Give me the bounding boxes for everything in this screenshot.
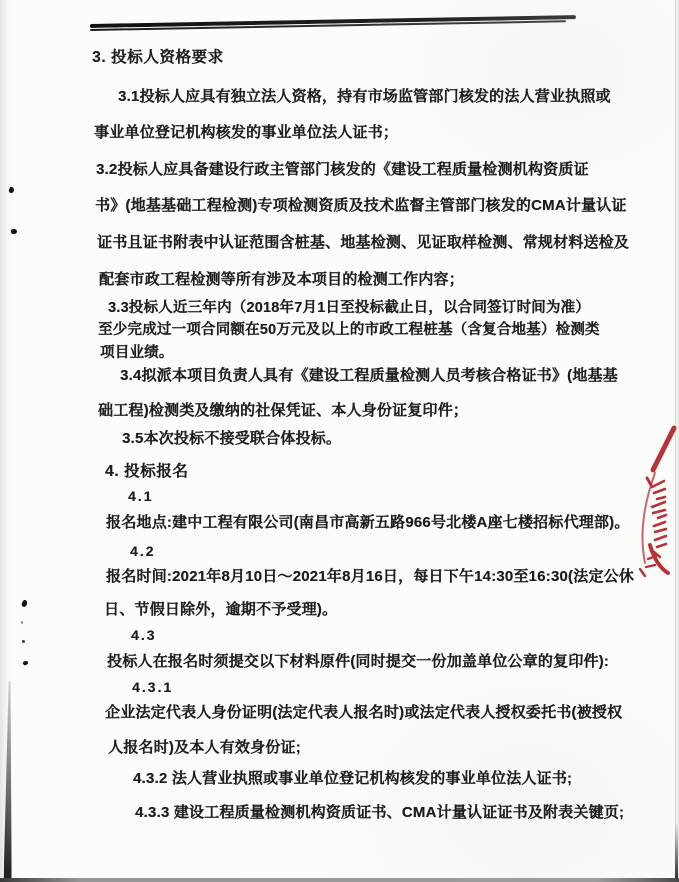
scan-speck	[8, 186, 15, 193]
doc-line: 4.3.2 法人营业执照或事业单位登记机构核发的事业单位法人证书;	[133, 770, 573, 787]
doc-line: 4.3	[131, 627, 157, 643]
section-heading: 3. 投标人资格要求	[92, 49, 224, 66]
scan-speck	[21, 599, 28, 607]
doc-line: 3.4拟派本项目负责人具有《建设工程质量检测人员考核合格证书》(地基基	[120, 367, 618, 384]
doc-line: 3.5本次投标不接受联合体投标。	[122, 430, 342, 447]
doc-line: 人报名时)及本人有效身份证;	[108, 739, 301, 756]
doc-line: 证书且证书附表中认证范围含桩基、地基检测、见证取样检测、常规材料送检及	[97, 234, 630, 251]
doc-line: 日、节假日除外，逾期不予受理)。	[104, 601, 338, 618]
scan-edge-bottom	[0, 878, 679, 882]
red-seal-stamp	[624, 421, 678, 579]
doc-line: 事业单位登记机构核发的事业单位法人证书；	[94, 124, 399, 141]
scan-speck	[21, 621, 23, 624]
scan-speck	[10, 228, 17, 234]
doc-line: 报名时间:2021年8月10日～2021年8月16日，每日下午14:30至16:30(法定公休	[106, 568, 634, 585]
doc-line: 投标人在报名时须提交以下材料原件(同时提交一份加盖单位公章的复印件):	[107, 653, 609, 670]
doc-line: 报名地点:建中工程有限公司(南昌市高新五路966号北楼A座七楼招标代理部)。	[106, 514, 630, 531]
scan-speck	[22, 640, 25, 643]
doc-line: 4.3.1	[132, 679, 174, 695]
doc-line: 3.3投标人近三年内（2018年7月1日至投标截止日，以合同签订时间为准）	[108, 300, 590, 316]
doc-line: 4.1	[128, 488, 154, 504]
section-heading: 4. 投标报名	[105, 463, 189, 480]
doc-line: 书》(地基基础工程检测)专项检测资质及技术监督主管部门核发的CMA计量认证	[95, 197, 627, 214]
doc-line: 3.1投标人应具有独立法人资格，持有市场监管部门核发的法人营业执照或	[118, 88, 611, 105]
doc-line: 至少完成过一项合同额在50万元及以上的市政工程桩基（含复合地基）检测类	[98, 322, 600, 338]
doc-line: 础工程)检测类及缴纳的社保凭证、本人身份证复印件；	[98, 402, 468, 419]
doc-line: 项目业绩。	[100, 345, 174, 361]
scan-artifact-top-bar	[90, 15, 576, 31]
doc-line: 4.3.3 建设工程质量检测机构资质证书、CMA计量认证证书及附表关键页;	[135, 804, 625, 821]
doc-line: 4.2	[130, 543, 156, 559]
scan-speck	[22, 660, 28, 666]
doc-line: 3.2投标人应具备建设行政主管部门核发的《建设工程质量检测机构资质证	[96, 161, 589, 178]
doc-line: 企业法定代表人身份证明(法定代表人报名时)或法定代表人授权委托书(被授权	[105, 704, 623, 721]
doc-line: 配套市政工程检测等所有涉及本项目的检测工作内容；	[99, 271, 464, 288]
scan-edge-bottom-right	[675, 822, 678, 880]
